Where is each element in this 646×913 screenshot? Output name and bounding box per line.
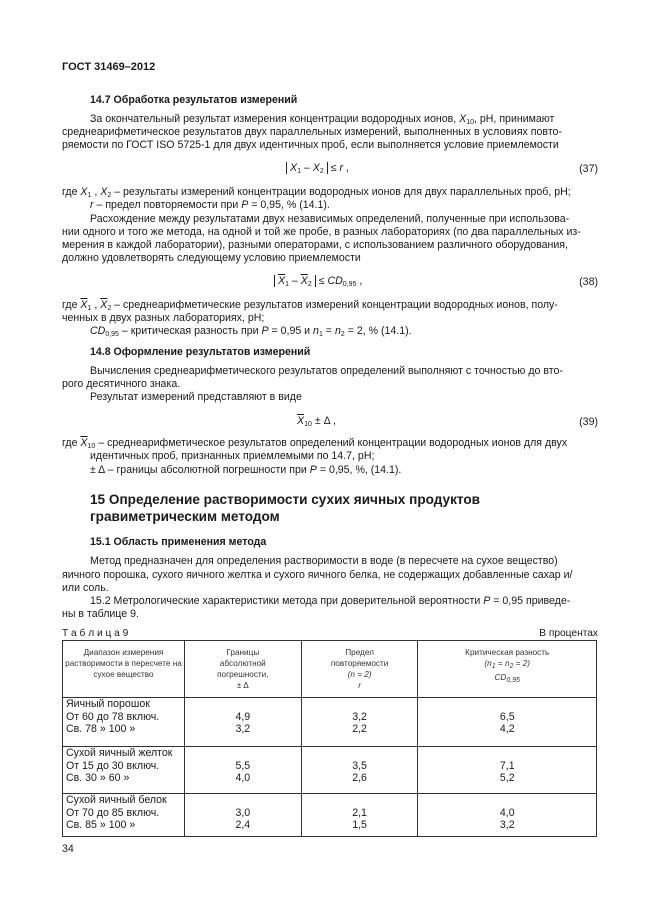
table-row	[63, 747, 597, 794]
where-line: $CD_{0,95}$ – критическая разность при P = 0,95 и $n_1 = n_2 = 2$, % (14.1).	[90, 325, 412, 338]
value-cell: 2,1 1,5	[301, 794, 418, 837]
paragraph-line: Вычисления среднеарифметического результатов определений выполняют с точностью до вто-	[90, 365, 563, 377]
value-cell: 6,5 4,2	[418, 698, 597, 747]
paragraph-line: За окончательный результат измерения концентрации водородных ионов, $X_{10}$, pH, принимают	[90, 113, 555, 126]
column-header-critical-difference: Критическая разность $(n_1 = n_2 = 2)$ $CD_{0,95}$	[418, 641, 597, 698]
paragraph-line: яичного порошка, сухого яичного желтка и сухого яичного белка, не содержащих добавленные сахар и/	[62, 569, 573, 581]
equation-39: $\overline{X}_{10} \pm \Delta$ ,	[297, 415, 336, 428]
equation-37: $X_1 - X_2 \le r$ ,	[286, 162, 349, 178]
paragraph-line: или соль.	[62, 582, 109, 594]
paragraph-line: нии одного и того же метода, на одной и той же пробе, в разных лабораториях (по два параллельных из-	[62, 226, 581, 238]
page-number: 34	[62, 843, 74, 855]
where-line: ± Δ – границы абсолютной погрешности при P = 0,95, %, (14.1).	[90, 464, 402, 476]
where-line: ченных в двух разных лабораториях, pH;	[62, 312, 265, 324]
paragraph-line: рого десятичного знака.	[62, 378, 181, 390]
paragraph-line: Результат измерений представляют в виде	[90, 391, 302, 403]
where-line: где $\overline{X}_1$ , $\overline{X}_2$ – среднеарифметические результатов измерений концентрации водородных ионов, полу-	[62, 299, 558, 312]
table-units: В процентах	[539, 628, 598, 639]
value-cell: 7,1 5,2	[418, 747, 597, 794]
range-cell: Яичный порошок От 60 до 78 включ. Св. 78 » 100 »	[63, 698, 185, 747]
section-14-8-title: 14.8 Оформление результатов измерений	[90, 346, 311, 358]
section-15-title-line1: 15 Определение растворимости сухих яичных продуктов	[90, 492, 481, 507]
section-15-title-line2: гравиметрическим методом	[90, 509, 280, 524]
section-15-1-title: 15.1 Область применения метода	[90, 536, 267, 548]
where-line: где $\overline{X}_{10}$ – среднеарифметическое результатов определений концентрации водородных ионов для двух	[62, 437, 568, 450]
equation-39-number: (39)	[579, 416, 598, 428]
table-row	[63, 698, 597, 747]
value-cell: 5,5 4,0	[184, 747, 301, 794]
where-line: где $X_1$ , $X_2$ – результаты измерений концентрации водородных ионов для двух параллельных проб, pH;	[62, 186, 571, 199]
value-cell: 3,5 2,6	[301, 747, 418, 794]
paragraph-line: Расхождение между результатами двух независимых определений, полученные при использова-	[90, 213, 570, 225]
range-cell: Сухой яичный желток От 15 до 30 включ. Св. 30 » 60 »	[63, 747, 185, 794]
paragraph-line: ны в таблице 9.	[62, 608, 139, 620]
column-header-range: Диапазон измерения растворимости в пересчете на сухое вещество	[63, 641, 185, 698]
where-line: идентичных проб, признанных приемлемыми по 14.7, pH;	[90, 450, 375, 462]
paragraph-line: среднеарифметическое результатов двух параллельных измерений, выполненных в условиях повто-	[62, 126, 562, 138]
table-row	[63, 794, 597, 837]
equation-38: $\overline{X}_1 - \overline{X}_2 \le CD_{0,95}$ ,	[274, 275, 362, 291]
paragraph-line: Метод предназначен для определения растворимости в воде (в пересчете на сухое вещество)	[90, 555, 558, 567]
table-header-row	[63, 641, 597, 698]
value-cell: 4,9 3,2	[184, 698, 301, 747]
paragraph-line: мерения в каждой лаборатории), разными операторами, с использованием различного оборудования,	[62, 239, 568, 251]
section-14-7-title: 14.7 Обработка результатов измерений	[90, 94, 298, 106]
equation-37-number: (37)	[579, 163, 598, 175]
paragraph-line: должно удовлетворять следующему условию приемлемости	[62, 252, 361, 264]
column-header-error: Границы абсолютной погрешности, ± Δ	[184, 641, 301, 698]
value-cell: 3,2 2,2	[301, 698, 418, 747]
value-cell: 4,0 3,2	[418, 794, 597, 837]
value-cell: 3,0 2,4	[184, 794, 301, 837]
range-cell: Сухой яичный белок От 70 до 85 включ. Св. 85 » 100 »	[63, 794, 185, 837]
document-header: ГОСТ 31469–2012	[62, 61, 156, 73]
paragraph-line: 15.2 Метрологические характеристики метода при доверительной вероятности P = 0,95 приведе-	[90, 595, 571, 607]
paragraph-line: ряемости по ГОСТ ISO 5725-1 для двух идентичных проб, если выполняется условие приемлемости	[62, 139, 559, 151]
table-caption: Т а б л и ц а 9	[62, 628, 129, 639]
table-9	[62, 640, 597, 831]
equation-38-number: (38)	[579, 276, 598, 288]
column-header-repeatability: Предел повторяемости (n = 2) r	[301, 641, 418, 698]
where-line: r – предел повторяемости при P = 0,95, % (14.1).	[90, 199, 330, 211]
